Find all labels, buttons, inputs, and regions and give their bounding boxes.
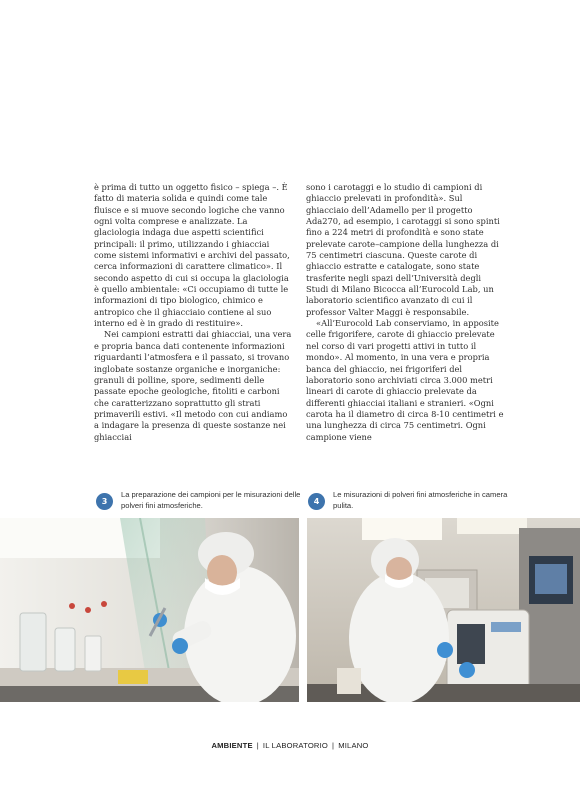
caption-text: La preparazione dei campioni per le misurazioni delle polveri fini atmosferiche. xyxy=(121,490,301,510)
paragraph: è prima di tutto un oggetto fisico – spiega –. È fatto di materia solida e quindi come tale fluisce e si muove secondo logiche che vanno ogni volta comprese e analizzate. La glaciologia indaga due aspetti scientifici principali: il primo, utilizzando i ghiacciai come sistemi informativi e archivi del passato, cerca informazioni di carattere climatico». Il secondo aspetto di cui si occupa la glaciologia è quello ambientale: «Ci occupiamo di tutte le informazioni di tipo biologico, chimico e antropico che il ghiacciaio contiene al suo interno ed è in grado di restituire». xyxy=(94,182,290,329)
paragraph: «All’Eurocold Lab conserviamo, in apposite celle frigorifere, carote di ghiaccio prelevate nel corso di vari progetti attivi in tutto il mondo». Al momento, in una vera e propria banca del ghiaccio, nei frigoriferi del laboratorio sono archiviati circa 3.000 metri lineari di carote di ghiaccio prelevate da differenti ghiacciai italiani e stranieri. «Ogni carota ha il diametro di circa 8-10 centimetri e una lunghezza di circa 75 centimetri. Ogni campione viene xyxy=(306,318,504,442)
footer-section: AMBIENTE xyxy=(211,741,253,750)
photo-illustration xyxy=(307,518,580,702)
photo-illustration xyxy=(0,518,299,702)
photo-caption-3 xyxy=(96,490,301,511)
caption-number-badge: 4 xyxy=(308,493,325,510)
caption-text: Le misurazioni di polveri fini atmosferiche in camera pulita. xyxy=(333,490,508,510)
lab-photo-sample-preparation xyxy=(0,518,299,702)
lab-photo-clean-room xyxy=(307,518,580,702)
footer-separator: | xyxy=(256,741,259,750)
caption-number-badge: 3 xyxy=(96,493,113,510)
paragraph: Nei campioni estratti dai ghiacciai, una vera e propria banca dati contenente informazioni riguardanti l’atmosfera e il passato, si trovano inglobate sostanze organiche e inorganiche: granuli di polline, spore, sedimenti delle passate epoche geologiche, fitoliti e carboni che caratterizzano soprattutto gli strati primaverili estivi. «Il metodo con cui andiamo a indagare la presenza di queste sostanze nei ghiacciai xyxy=(94,329,292,442)
footer-category: IL LABORATORIO xyxy=(262,741,329,750)
page-footer xyxy=(0,741,580,750)
paragraph: sono i carotaggi e lo studio di campioni di ghiaccio prelevati in profondità». Sul ghiacciaio dell’Adamello per il progetto Ada270, ad esempio, i carotaggi si sono spinti fino a 224 metri di profondità e sono state prelevate carote–campione della lunghezza di 75 centimetri ciascuna. Queste carote di ghiaccio estratte e catalogate, sono state trasferite negli spazi dell’Università degli Studi di Milano Bicocca all’Eurocold Lab, un laboratorio scientifico avanzato di cui il professor Valter Maggi è responsabile. xyxy=(306,182,500,317)
footer-separator: | xyxy=(332,741,335,750)
footer-location: MILANO xyxy=(338,741,369,750)
article-column-left xyxy=(94,182,293,443)
article-column-right xyxy=(306,182,506,443)
photo-caption-4 xyxy=(308,490,513,511)
